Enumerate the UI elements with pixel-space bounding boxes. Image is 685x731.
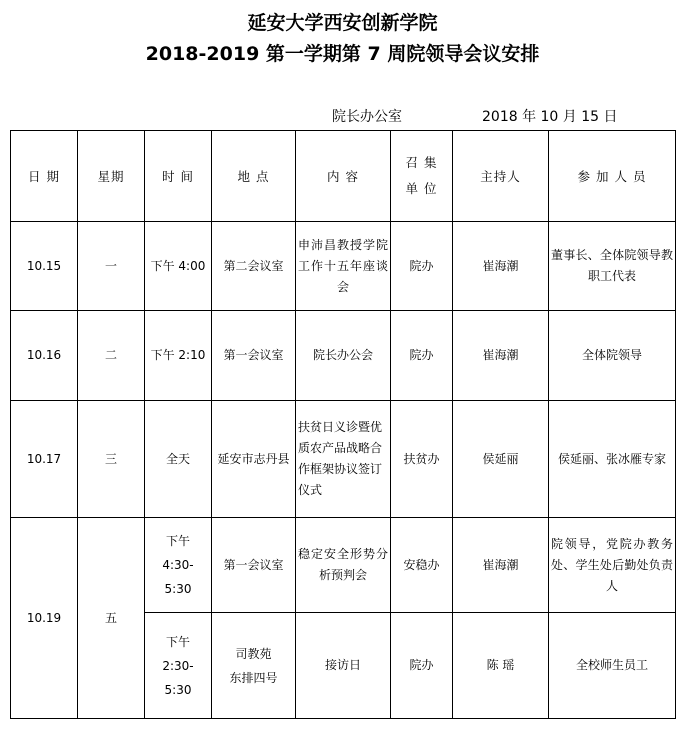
cell-weekday: 五 [78, 518, 145, 719]
cell-time: 下午 4:00 [145, 222, 212, 311]
cell-time-line1: 下午 [165, 634, 190, 649]
cell-attendees-text: 院领导，党院办教务处、学生处后勤处负责人 [551, 536, 673, 593]
cell-attendees: 全校师生员工 [549, 613, 676, 719]
cell-location: 第一会议室 [212, 311, 296, 401]
table-row [11, 311, 676, 401]
cell-weekday: 一 [78, 222, 145, 311]
cell-content [296, 518, 391, 613]
header-row [11, 131, 676, 222]
col-header-content: 内 容 [296, 131, 391, 222]
cell-attendees [549, 401, 676, 518]
cell-time [145, 518, 212, 613]
col-header-convener-line2: 单 位 [405, 181, 438, 196]
schedule-table [10, 130, 676, 719]
cell-location: 延安市志丹县 [212, 401, 296, 518]
cell-time [145, 613, 212, 719]
cell-attendees [549, 518, 676, 613]
col-header-date: 日 期 [11, 131, 78, 222]
cell-weekday: 二 [78, 311, 145, 401]
cell-time: 下午 2:10 [145, 311, 212, 401]
cell-content: 接访日 [296, 613, 391, 719]
cell-time-line2: 4:30- [162, 558, 194, 572]
cell-time-line2: 2:30- [162, 658, 194, 673]
cell-convener: 扶贫办 [391, 401, 453, 518]
cell-attendees [549, 222, 676, 311]
issuing-office: 院长办公室 [332, 109, 402, 125]
table-row [11, 518, 676, 613]
col-header-host: 主持人 [453, 131, 549, 222]
cell-content-text: 稳定安全形势分析预判会 [298, 547, 388, 582]
document-subtitle: 2018-2019 第一学期第 7 周院领导会议安排 [145, 43, 540, 65]
col-header-convener [391, 131, 453, 222]
cell-location [212, 613, 296, 719]
cell-convener: 院办 [391, 311, 453, 401]
col-header-time: 时 间 [145, 131, 212, 222]
cell-host: 崔海潮 [453, 222, 549, 311]
cell-date: 10.16 [11, 311, 78, 401]
cell-attendees-text: 侯延丽、张冰雁专家 [557, 451, 666, 466]
table-row [11, 222, 676, 311]
cell-weekday: 三 [78, 401, 145, 518]
cell-content [296, 401, 391, 518]
cell-date: 10.19 [11, 518, 78, 719]
issue-date: 2018 年 10 月 15 日 [482, 109, 618, 125]
table-row [11, 401, 676, 518]
cell-host: 崔海潮 [453, 311, 549, 401]
cell-convener: 院办 [391, 613, 453, 719]
col-header-convener-line1: 召 集 [405, 155, 438, 170]
cell-host: 陈 瑶 [453, 613, 549, 719]
cell-content [296, 222, 391, 311]
cell-content: 院长办公会 [296, 311, 391, 401]
cell-time-line3: 5:30 [164, 682, 192, 697]
cell-content-text: 申沛昌教授学院工作十五年座谈会 [298, 237, 388, 294]
cell-time: 全天 [145, 401, 212, 518]
cell-time-line3: 5:30 [164, 582, 192, 596]
cell-location-line1: 司教苑 [235, 646, 272, 661]
col-header-location: 地 点 [212, 131, 296, 222]
cell-attendees: 全体院领导 [549, 311, 676, 401]
cell-date: 10.17 [11, 401, 78, 518]
cell-convener: 院办 [391, 222, 453, 311]
cell-location: 第二会议室 [212, 222, 296, 311]
cell-time-line1: 下午 [165, 534, 190, 548]
cell-host: 侯延丽 [453, 401, 549, 518]
cell-location-line2: 东排四号 [229, 670, 278, 685]
cell-location: 第一会议室 [212, 518, 296, 613]
cell-attendees-text: 董事长、全体院领导教职工代表 [551, 248, 673, 283]
cell-convener: 安稳办 [391, 518, 453, 613]
col-header-attendees: 参 加 人 员 [549, 131, 676, 222]
col-header-weekday: 星期 [78, 131, 145, 222]
document-title: 延安大学西安创新学院 [247, 12, 438, 34]
cell-content-text: 扶贫日义诊暨优质农产品战略合作框架协议签订仪式 [298, 420, 383, 497]
cell-date: 10.15 [11, 222, 78, 311]
cell-host: 崔海潮 [453, 518, 549, 613]
